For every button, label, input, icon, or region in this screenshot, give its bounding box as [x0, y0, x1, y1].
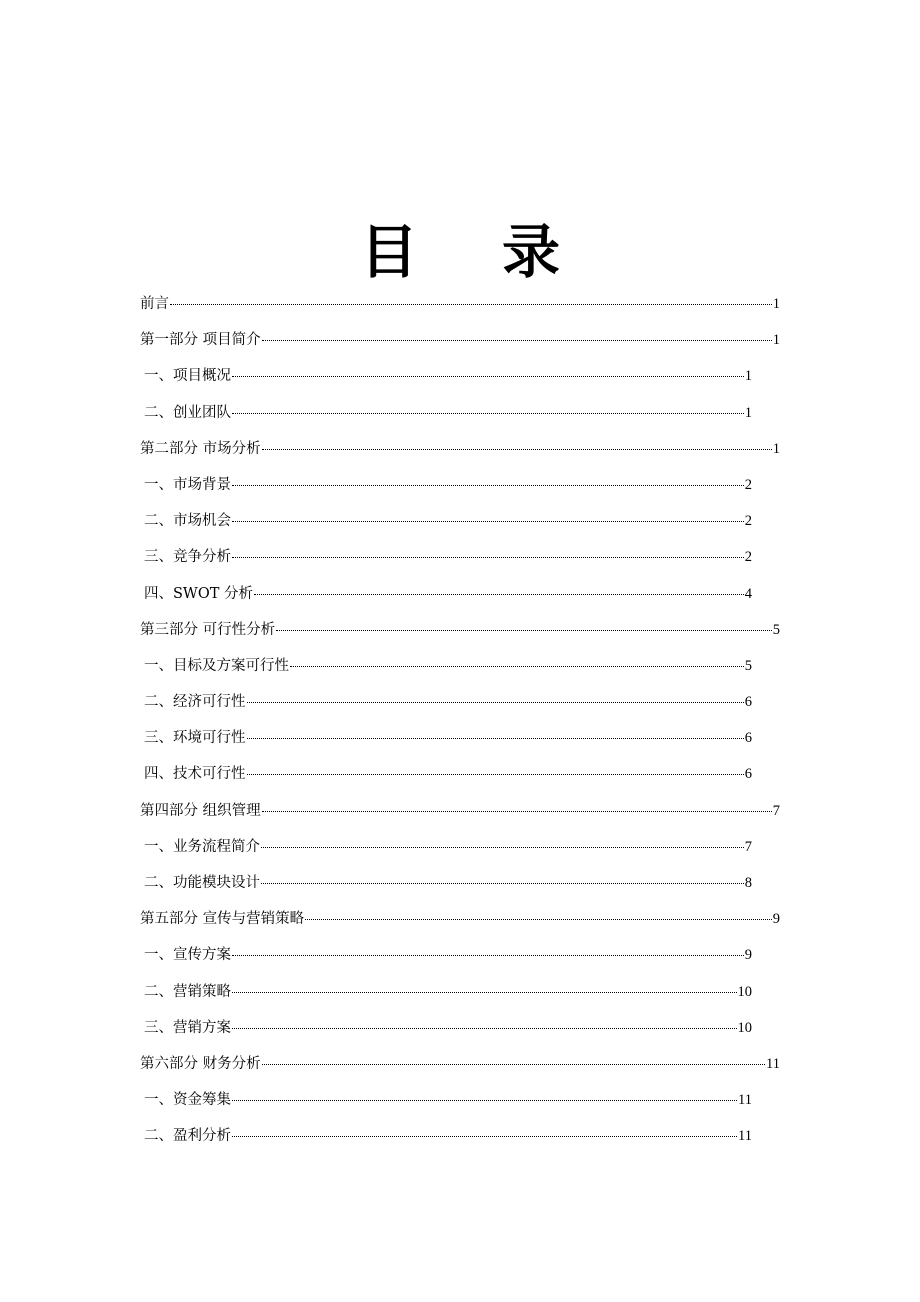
toc-entry-label: 四、SWOT 分析 [144, 585, 254, 602]
toc-leader-dots [262, 340, 772, 341]
toc-entry-label: 一、项目概况 [144, 368, 231, 385]
toc-entry-page: 10 [737, 1019, 752, 1036]
toc-entry-label: 二、营销策略 [144, 983, 231, 1000]
toc-leader-dots [247, 702, 744, 703]
toc-leader-dots [262, 811, 772, 812]
toc-entry-label: 一、市场背景 [144, 476, 231, 493]
toc-entry-label: 第四部分 组织管理 [140, 802, 261, 819]
toc-entry-page: 9 [744, 947, 752, 964]
toc-leader-dots [232, 376, 744, 377]
toc-entry-label: 二、市场机会 [144, 513, 231, 530]
toc-entry-label: 二、盈利分析 [144, 1128, 231, 1145]
toc-entry-label: 三、环境可行性 [144, 730, 246, 747]
toc-leader-dots [232, 485, 744, 486]
toc-entry-page: 4 [744, 585, 752, 602]
toc-entry-label: 一、宣传方案 [144, 947, 231, 964]
toc-entry[interactable] [140, 286, 780, 322]
toc-entry[interactable] [140, 467, 752, 503]
toc-entry[interactable] [140, 684, 752, 720]
toc-entry-label: 前言 [140, 296, 169, 312]
toc-entry-page: 1 [744, 404, 752, 421]
toc-entry-page: 5 [772, 621, 780, 638]
toc-entry[interactable] [140, 756, 752, 792]
toc-entry-label: 四、技术可行性 [144, 766, 246, 783]
toc-leader-dots [232, 521, 744, 522]
toc-entry-label: 第二部分 市场分析 [140, 440, 261, 457]
toc-entry[interactable] [140, 503, 752, 539]
toc-entry-page: 2 [744, 513, 752, 530]
toc-leader-dots [232, 1100, 737, 1101]
toc-entry-label: 一、业务流程简介 [144, 838, 260, 855]
toc-leader-dots [254, 594, 744, 595]
toc-list [140, 286, 780, 1155]
toc-entry-page: 7 [744, 838, 752, 855]
toc-entry-page: 6 [744, 766, 752, 783]
toc-entry[interactable] [140, 431, 780, 467]
toc-leader-dots [247, 774, 744, 775]
toc-leader-dots [276, 630, 772, 631]
toc-entry-page: 9 [772, 911, 780, 928]
toc-entry[interactable] [140, 1118, 752, 1154]
toc-entry[interactable] [140, 576, 752, 612]
toc-entry[interactable] [140, 829, 752, 865]
toc-entry-label: 第一部分 项目简介 [140, 332, 261, 349]
toc-leader-dots [232, 955, 744, 956]
toc-entry-page: 1 [772, 440, 780, 457]
toc-entry-label: 三、竞争分析 [144, 549, 231, 566]
toc-entry[interactable] [140, 648, 752, 684]
toc-entry-page: 8 [744, 875, 752, 891]
toc-entry-page: 10 [737, 983, 752, 1000]
toc-entry[interactable] [140, 358, 752, 394]
toc-entry-label: 二、经济可行性 [144, 694, 246, 711]
toc-entry[interactable] [140, 1082, 752, 1118]
toc-leader-dots [232, 1028, 737, 1029]
toc-leader-dots [262, 449, 772, 450]
toc-leader-dots [232, 1136, 737, 1137]
toc-entry-page: 11 [738, 1128, 752, 1145]
toc-entry-page: 7 [772, 802, 780, 819]
toc-leader-dots [290, 666, 744, 667]
toc-leader-dots [261, 847, 744, 848]
toc-entry-page: 11 [738, 1092, 752, 1109]
toc-entry-label: 第六部分 财务分析 [140, 1055, 261, 1072]
toc-entry-label: 三、营销方案 [144, 1019, 231, 1036]
toc-entry-label: 二、功能模块设计 [144, 875, 260, 891]
toc-entry-page: 2 [744, 549, 752, 566]
toc-entry[interactable] [140, 793, 780, 829]
toc-entry[interactable] [140, 865, 752, 901]
toc-leader-dots [305, 919, 772, 920]
toc-title: 目 录 [359, 218, 592, 286]
toc-entry[interactable] [140, 395, 752, 431]
toc-entry-label: 一、目标及方案可行性 [144, 657, 289, 674]
toc-leader-dots [247, 738, 744, 739]
toc-entry[interactable] [140, 974, 752, 1010]
toc-entry-label: 第三部分 可行性分析 [140, 621, 276, 638]
toc-entry[interactable] [140, 539, 752, 575]
toc-entry-page: 6 [744, 730, 752, 747]
toc-entry-label: 一、资金筹集 [144, 1092, 231, 1109]
toc-entry[interactable] [140, 1010, 752, 1046]
toc-entry-page: 1 [772, 296, 780, 312]
toc-entry-page: 5 [744, 657, 752, 674]
toc-entry-page: 1 [772, 332, 780, 349]
toc-entry-page: 2 [744, 476, 752, 493]
toc-leader-dots [232, 992, 737, 993]
toc-entry-page: 1 [744, 368, 752, 385]
toc-entry[interactable] [140, 322, 780, 358]
toc-entry[interactable] [140, 720, 752, 756]
toc-entry[interactable] [140, 612, 780, 648]
toc-entry-page: 6 [744, 694, 752, 711]
toc-leader-dots [261, 883, 744, 884]
toc-entry-page: 11 [766, 1055, 780, 1072]
toc-entry-label: 二、创业团队 [144, 404, 231, 421]
toc-entry[interactable] [140, 901, 780, 937]
toc-entry-label: 第五部分 宣传与营销策略 [140, 911, 305, 928]
toc-entry[interactable] [140, 1046, 780, 1082]
toc-leader-dots [262, 1064, 765, 1065]
toc-leader-dots [170, 304, 772, 305]
toc-leader-dots [232, 413, 744, 414]
toc-leader-dots [232, 557, 744, 558]
toc-entry[interactable] [140, 937, 752, 973]
